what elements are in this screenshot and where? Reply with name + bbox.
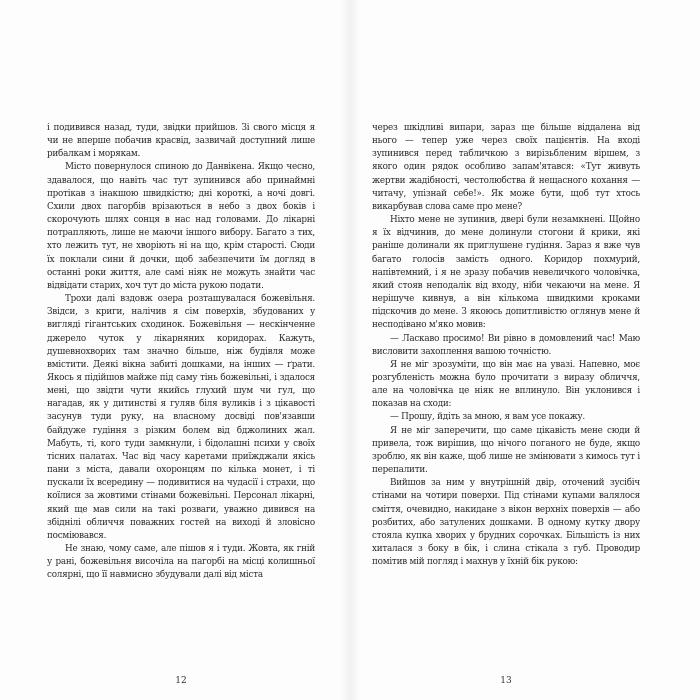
paragraph: Вийшов за ним у внутрішній двір, оточений зусібіч стінами на чотири поверхи. Під стінами купами валялося сміття, очевидно, накидане з вікон верхніх поверхів — або розбитих, або затулених дошками. В одному кутку двору стояла купка хворих у брудних сорочках. Більшість із них хиталася з боку в бік, і слина стікала з губ. Проводир помітив мій погляд і махнув у їхній бік рукою: — [372, 478, 640, 568]
right-page — [350, 0, 700, 700]
paragraph: Ніхто мене не зупинив, двері були незамкнені. Щойно я їх відчинив, до мене долинули стогони й крики, які раніше долинали як приглушене гудіння. Зараз я вже чув багато голосів замість одного. Коридор похмурий, напівтемний, і я не зразу побачив невеличкого чоловічка, який стояв неподалік від входу, ніби чекаючи на мене. Я нерішуче кивнув, а він кількома швидкими кроками підскочив до мене. З якоюсь допитливістю оглянув мене й несподівано м'яко мовив: — [372, 215, 640, 331]
page-number: 12 — [175, 676, 187, 686]
paragraph: через шкідливі випари, зараз ще більше віддалена від нього — тепер уже через своїх пацієнтів. На вході зупинився перед табличкою з вирізьбленим віршем, з якого один рядок особливо запам'ятався: «Тут живуть жертви жадібності, честолюбства й нещасного кохання — читачу, упізнай себе!». Як може бути, щоб тут хтось викарбував слова саме про мене? — [372, 123, 640, 212]
left-page-text — [47, 122, 315, 582]
paragraph: — Прошу, йдіть за мною, я вам усе покажу. — [390, 412, 586, 423]
paragraph: Я не міг заперечити, що саме цікавість мене сюди й привела, тож вирішив, що нічого поганого не буде, якщо зроблю, як він каже, щоб лише не змінювати з кимось тут і перепалити. — [372, 425, 640, 476]
book-gutter-shadow — [340, 0, 360, 700]
paragraph: і подивився назад, туди, звідки прийшов. Зі свого місця я чи не вперше побачив красвід, зазвичай доступний лише рибалкам і морякам. — [47, 123, 315, 160]
page-number: 13 — [500, 676, 512, 686]
paragraph: Місто повернулося спиною до Данвікена. Якщо чесно, здавалося, що навіть час тут зупинився або принаймні протікав з інакшою швидкістю; дні короткі, а ночі довгі. Схили двох пагорбів врізаються в небо з двох боків і скорочують шлях сонця в нас над головами. До лікарні потрапляють, лише не маючи іншого вибору. Багато з тих, хто лежить тут, не хворіють ні на що, крім старості. Сюди їх поклали сини й дочки, щоб забезпечити їм догляд в останні роки життя, але самі ніяк не можуть знайти час відвідати старих, хоч тут до міста рукою подати. — [47, 162, 315, 291]
paragraph: — Ласкаво просимо! Ви рівно в домовлений час! Маю висловити захоплення вашою точністю. — [372, 333, 640, 357]
paragraph: Трохи далі вздовж озера розташувалася божевільня. Звідси, з криги, налічив я сім поверхів, збудованих у вигляді гігантських сходинок. Божевільня — нескінченне джерело чуток у лікарняних коридорах. Кажуть, душевнохворих там значно більше, ніж будівля може вмістити. Деякі вікна забиті дошками, на інших — ґрати. Якось я підійшов майже під саму тінь божевільні, і здалося мені, що звідти чути якийсь глухий шум чи гул, що нагадав, як у дитинстві я гуляв біля вуликів і з цікавості засунув туди руку, на власному досвіді пов'язавши байдуже гудіння з різким болем від бджолиних жал. Мабуть, ті, кого туди замкнули, і бідолашні психи у своїх тісних палатах. Час від часу каретами приїжджали якісь пани з міста, давали охоронцям по кілька монет, і ті пускали їх всередину — подивитися на чудасії і страхи, що коїлися за жовтими стінами божевільні. Персонал лікарні, який ще мав сили на такі розваги, уважно дивився на збіднілі обличчя поважних гостей на виході й зловісно посміювався. — [47, 294, 315, 541]
paragraph: Я не міг зрозуміти, що він має на увазі. Напевно, моє розгубленість можна було прочитати з виразу обличчя, але на чоловічка це ніяк не вплинуло. Він уклонився і показав на сходи: — [372, 359, 640, 410]
right-page-text — [372, 122, 640, 569]
paragraph: Не знаю, чому саме, але пішов я і туди. Жовта, як гній у рані, божевільня височіла на пагорбі на місці колишньої солярні, що її навмисно збудували далі від міста — [47, 544, 315, 581]
